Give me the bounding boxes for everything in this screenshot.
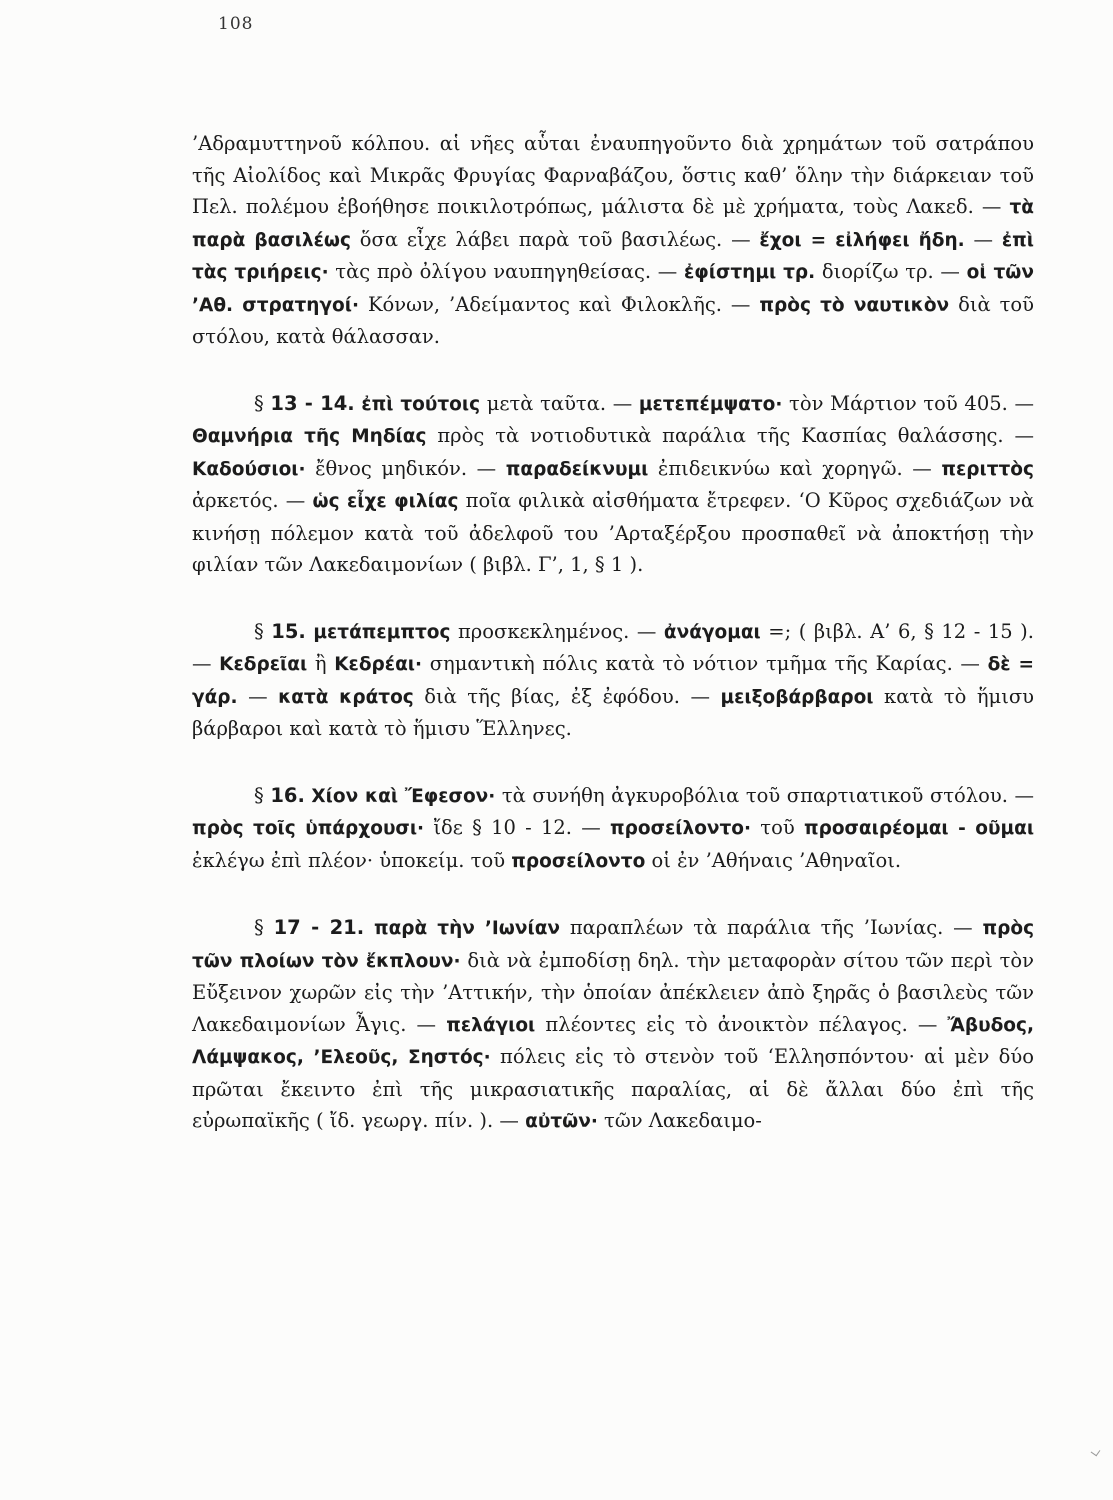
keyword: παρὰ τὴν ’Ιωνίαν	[373, 918, 561, 939]
text-run: τὸν Μάρτιον τοῦ 405. —	[782, 391, 1034, 415]
paragraph-section-15	[192, 616, 1034, 745]
keyword: περιττὸς	[941, 458, 1034, 480]
text-run	[364, 916, 374, 939]
keyword: μειξοβάρβαροι	[720, 686, 874, 708]
text-run: διὰ τῆς βίας, ἐξ ἐφόδου. —	[413, 684, 721, 708]
text-run: ἐκλέγω ἐπὶ πλέον· ὑποκείμ. τοῦ	[192, 848, 512, 872]
keyword: πρὸς τὸ ναυτικὸν	[759, 294, 950, 316]
keyword: ὡς εἶχε φιλίας	[312, 491, 459, 512]
text-run: ’Αδραμυττηνοῦ κόλπου. αἱ νῆες αὗται ἐναυπηγοῦντο διὰ χρημάτων τοῦ σατράπου τῆς Αἰολίδος καὶ Μικρᾶς Φρυγίας Φαρναβάζου, ὅστις καθ’ ὅλην τὴν διάρκειαν τοῦ Πελ. πολέμου ἐβοήθησε ποικιλοτρόπως, μάλιστα δὲ μὲ χρήματα, τοὺς Λακεδ. —	[192, 132, 1034, 218]
keyword: κατὰ κράτος	[278, 686, 414, 708]
keyword: δὲ = γάρ.	[192, 654, 1035, 708]
keyword: αὐτῶν·	[525, 1111, 598, 1132]
paragraph-continuation	[192, 128, 1034, 353]
keyword: πρὸς τοῖς ὑπάρχουσι·	[192, 818, 425, 839]
text-run: οἱ ἐν ’Αθήναις ’Αθηναῖοι.	[645, 848, 902, 872]
paragraph-section-16	[192, 780, 1034, 878]
text-run: ἀρκετός. —	[192, 489, 313, 512]
keyword: Ἄβυδος, Λάμψακος, ’Ελεοῦς, Σηστός·	[192, 1014, 1034, 1068]
text-run: διορίζω τρ. —	[815, 260, 967, 283]
text-run: ἔθνος μηδικόν. —	[305, 456, 506, 480]
section-number: 16.	[270, 783, 305, 807]
commentary-text	[192, 128, 1034, 1138]
text-run: ἢ	[307, 652, 335, 675]
keyword: ἐπὶ τὰς τριήρεις·	[192, 229, 1034, 283]
keyword: προσαιρέομαι - οῦμαι	[803, 818, 1035, 839]
text-run: σημαντικὴ πόλις κατὰ τὸ νότιον τμῆμα τῆς Καρίας. —	[422, 652, 988, 675]
text-run: πρὸς τὰ νοτιοδυτικὰ παράλια τῆς Κασπίας θαλάσσης. —	[426, 424, 1035, 447]
keyword: Κεδρεῖαι	[219, 654, 308, 675]
page-number: 108	[218, 14, 254, 34]
text-run: πλέοντες εἰς τὸ ἀνοικτὸν πέλαγος. —	[535, 1012, 948, 1036]
keyword: Καδούσιοι·	[192, 458, 306, 480]
keyword: ἀνάγομαι	[663, 621, 761, 643]
keyword: μετεπέμψατο·	[638, 393, 783, 415]
text-run: ὅσα εἶχε λάβει παρὰ τοῦ βασιλέως. —	[350, 227, 760, 251]
text-run: παραπλέων τὰ παράλια τῆς ’Ιωνίας. —	[560, 916, 983, 939]
text-run: τὰ συνήθη ἀγκυροβόλια τοῦ σπαρτιατικοῦ στόλου. —	[495, 783, 1034, 807]
keyword: οἱ τῶν ’Αθ. στρατηγοί·	[192, 262, 1034, 316]
keyword: προσείλοντο·	[609, 818, 752, 839]
text-run: ποῖα φιλικὰ αἰσθήματα ἔτρεφεν. ‘Ο Κῦρος σχεδιάζων νὰ κινήσῃ πόλεμον κατὰ τοῦ ἀδελφοῦ του ’Αρταξέρξου προσπαθεῖ νὰ ἀποκτήσῃ τὴν φιλίαν τῶν Λακεδαιμονίων ( βιβλ. Γ’, 1, § 1 ).	[192, 489, 1035, 576]
keyword: πελάγιοι	[446, 1014, 536, 1036]
keyword: ἐπὶ τούτοις	[361, 393, 481, 415]
keyword: τὰ παρὰ βασιλέως	[192, 197, 1034, 251]
text-run: —	[237, 684, 279, 708]
text-run: ἐπιδεικνύω καὶ χορηγῶ. —	[648, 456, 942, 480]
keyword: ἔχοι = εἰλήφει ἤδη.	[759, 229, 965, 251]
keyword: παραδείκνυμι	[505, 458, 649, 480]
text-run: προσκεκλημένος. —	[450, 619, 664, 643]
text-run: ἴδε § 10 - 12. —	[424, 816, 610, 839]
keyword: Χίον καὶ Ἔφεσον·	[311, 785, 496, 807]
keyword: Θαμνήρια τῆς Μηδίας	[192, 426, 427, 447]
keyword: πρὸς τῶν πλοίων τὸν ἔκπλουν·	[192, 918, 1035, 972]
text-run: §	[254, 619, 272, 643]
text-run: τῶν Λακεδαιμο-	[597, 1109, 762, 1132]
text-run: διὰ τοῦ στόλου, κατὰ θάλασσαν.	[192, 292, 1034, 348]
keyword: Κεδρέαι·	[334, 654, 423, 675]
text-run: =; ( βιβλ. Α’ 6, § 12 - 15 ). —	[192, 619, 1034, 675]
text-run: πόλεις εἰς τὸ στενὸν τοῦ ‘Ελλησπόντου· αἱ μὲν δύο πρῶται ἔκειντο ἐπὶ τῆς μικρασιατικῆς παραλίας, αἱ δὲ ἄλλαι δύο ἐπὶ τῆς εὐρωπαϊκῆς ( ἴδ. γεωργ. πίν. ). —	[192, 1045, 1034, 1132]
text-run: —	[964, 227, 1002, 251]
text-run: κατὰ τὸ ἥμισυ βάρβαροι καὶ κατὰ τὸ ἥμισυ Ἕλληνες.	[192, 684, 1035, 740]
paragraph-section-17-21	[192, 912, 1034, 1138]
section-number: 17 - 21.	[273, 916, 365, 939]
text-run: τοῦ	[751, 816, 804, 839]
text-run: Κόνων, ’Αδείμαντος καὶ Φιλοκλῆς. —	[358, 292, 760, 316]
paragraph-section-13-14	[192, 388, 1034, 581]
text-run: τὰς πρὸ ὀλίγου ναυπηγηθείσας. —	[328, 260, 684, 283]
text-run: §	[254, 783, 271, 807]
keyword: ἐφίστημι τρ.	[683, 262, 816, 283]
section-number: 13 - 14.	[270, 391, 355, 415]
keyword: προσείλοντο	[511, 850, 646, 872]
text-run: §	[254, 391, 271, 415]
section-number: 15.	[271, 619, 306, 643]
keyword: μετάπεμπτος	[313, 621, 451, 643]
text-run: §	[254, 916, 274, 939]
scan-mark	[1091, 1447, 1101, 1457]
text-run: μετὰ ταῦτα. —	[480, 391, 639, 415]
text-run: διὰ νὰ ἐμποδίσῃ δηλ. τὴν μεταφορὰν σίτου τῶν περὶ τὸν Εὔξεινον χωρῶν εἰς τὴν ’Αττικήν, τὴν ὁποίαν ἀπέκλειεν ἀπὸ ξηρᾶς ὁ βασιλεὺς τῶν Λακεδαιμονίων Ἆγις. —	[192, 948, 1034, 1036]
